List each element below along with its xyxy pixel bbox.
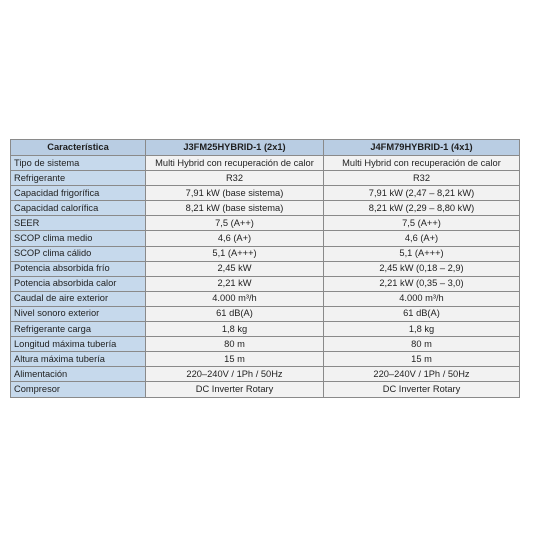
model-b-value: R32 bbox=[324, 171, 520, 186]
header-model-b: J4FM79HYBRID-1 (4x1) bbox=[324, 140, 520, 156]
spec-table bbox=[10, 139, 520, 398]
model-b-value: 2,21 kW (0,35 – 3,0) bbox=[324, 276, 520, 291]
model-a-value: 2,45 kW bbox=[146, 261, 324, 276]
model-a-value: 61 dB(A) bbox=[146, 306, 324, 321]
table-row bbox=[11, 322, 520, 337]
row-label: Longitud máxima tubería bbox=[11, 337, 146, 352]
row-label: Refrigerante bbox=[11, 171, 146, 186]
row-label: SCOP clima medio bbox=[11, 231, 146, 246]
model-b-value: 7,5 (A++) bbox=[324, 216, 520, 231]
table-row bbox=[11, 246, 520, 261]
row-label: Compresor bbox=[11, 382, 146, 397]
model-a-value: 5,1 (A+++) bbox=[146, 246, 324, 261]
model-a-value: 7,5 (A++) bbox=[146, 216, 324, 231]
table-row bbox=[11, 291, 520, 306]
table-row bbox=[11, 231, 520, 246]
model-b-value: 15 m bbox=[324, 352, 520, 367]
model-b-value: 80 m bbox=[324, 337, 520, 352]
table-row bbox=[11, 276, 520, 291]
model-a-value: DC Inverter Rotary bbox=[146, 382, 324, 397]
row-label: Potencia absorbida calor bbox=[11, 276, 146, 291]
table-row bbox=[11, 382, 520, 397]
model-a-value: 1,8 kg bbox=[146, 322, 324, 337]
model-b-value: 5,1 (A+++) bbox=[324, 246, 520, 261]
row-label: Caudal de aire exterior bbox=[11, 291, 146, 306]
header-model-a: J3FM25HYBRID-1 (2x1) bbox=[146, 140, 324, 156]
model-b-value: 8,21 kW (2,29 – 8,80 kW) bbox=[324, 201, 520, 216]
model-a-value: 4.000 m³/h bbox=[146, 291, 324, 306]
row-label: Capacidad frigorífica bbox=[11, 186, 146, 201]
model-b-value: Multi Hybrid con recuperación de calor bbox=[324, 156, 520, 171]
model-a-value: 80 m bbox=[146, 337, 324, 352]
table-row bbox=[11, 306, 520, 321]
model-a-value: 15 m bbox=[146, 352, 324, 367]
model-b-value: 61 dB(A) bbox=[324, 306, 520, 321]
model-a-value: Multi Hybrid con recuperación de calor bbox=[146, 156, 324, 171]
model-a-value: 2,21 kW bbox=[146, 276, 324, 291]
row-label: SCOP clima cálido bbox=[11, 246, 146, 261]
row-label: Potencia absorbida frío bbox=[11, 261, 146, 276]
table-row bbox=[11, 171, 520, 186]
table-row bbox=[11, 156, 520, 171]
table-row bbox=[11, 216, 520, 231]
model-b-value: 4.000 m³/h bbox=[324, 291, 520, 306]
header-row bbox=[11, 140, 520, 156]
table-row bbox=[11, 367, 520, 382]
row-label: Refrigerante carga bbox=[11, 322, 146, 337]
model-b-value: 4,6 (A+) bbox=[324, 231, 520, 246]
model-b-value: 220–240V / 1Ph / 50Hz bbox=[324, 367, 520, 382]
table-row bbox=[11, 186, 520, 201]
model-b-value: 2,45 kW (0,18 – 2,9) bbox=[324, 261, 520, 276]
model-a-value: 4,6 (A+) bbox=[146, 231, 324, 246]
model-b-value: DC Inverter Rotary bbox=[324, 382, 520, 397]
model-b-value: 1,8 kg bbox=[324, 322, 520, 337]
row-label: Tipo de sistema bbox=[11, 156, 146, 171]
table-row bbox=[11, 337, 520, 352]
row-label: Alimentación bbox=[11, 367, 146, 382]
model-a-value: R32 bbox=[146, 171, 324, 186]
row-label: Capacidad calorífica bbox=[11, 201, 146, 216]
header-feature: Característica bbox=[11, 140, 146, 156]
row-label: SEER bbox=[11, 216, 146, 231]
model-a-value: 8,21 kW (base sistema) bbox=[146, 201, 324, 216]
model-b-value: 7,91 kW (2,47 – 8,21 kW) bbox=[324, 186, 520, 201]
table-row bbox=[11, 261, 520, 276]
table-row bbox=[11, 201, 520, 216]
row-label: Altura máxima tubería bbox=[11, 352, 146, 367]
row-label: Nivel sonoro exterior bbox=[11, 306, 146, 321]
table-row bbox=[11, 352, 520, 367]
model-a-value: 220–240V / 1Ph / 50Hz bbox=[146, 367, 324, 382]
model-a-value: 7,91 kW (base sistema) bbox=[146, 186, 324, 201]
